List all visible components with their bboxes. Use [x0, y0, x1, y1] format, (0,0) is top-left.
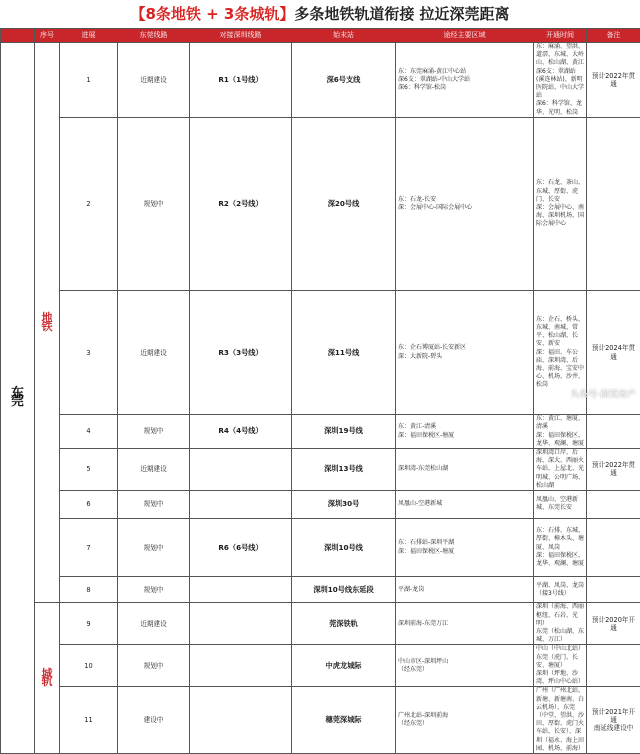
row-sz-line: 深6号支线: [292, 43, 396, 118]
row-open: 预计2024年贯通: [587, 291, 640, 415]
row-ends: 中山市区-深圳坪山 （经东莞）: [396, 645, 534, 687]
row-open: [587, 577, 640, 603]
row-ends: 平湖-龙岗: [396, 577, 534, 603]
row-status: 近期建设: [118, 448, 190, 490]
table-row: [1, 415, 640, 449]
row-sz-line: 深圳10号线东延段: [292, 577, 396, 603]
row-sz-line: 莞深铁轨: [292, 603, 396, 645]
row-open: 预计2020年开通: [587, 603, 640, 645]
table-row: [1, 448, 640, 490]
row-areas: 广州（广州北站、新塘、新塘南、白云机场）、东莞（中堂、望洪、沙田、厚街、虎门火车站、长安）、深圳（福永、海上田园、机场、前海）: [534, 687, 587, 754]
row-open: 预计2022年贯通: [587, 43, 640, 118]
table-row: [1, 518, 640, 576]
row-dg-line: R4（4号线）: [190, 415, 292, 449]
row-status: 近期建设: [118, 603, 190, 645]
row-open: 预计2021年开通 南延线建设中: [587, 687, 640, 754]
row-status: 近期建设: [118, 291, 190, 415]
row-status: 规划中: [118, 645, 190, 687]
row-ends: 东：石排站-深圳平湖 深：福田保税区-塘厦: [396, 518, 534, 576]
row-status: 规划中: [118, 577, 190, 603]
row-status: 规划中: [118, 117, 190, 290]
header-note: 备注: [587, 29, 640, 43]
row-dg-line: R3（3号线）: [190, 291, 292, 415]
category-rail: 城轨: [35, 603, 60, 754]
header-row: [1, 29, 640, 43]
row-status: 建设中: [118, 687, 190, 754]
header-sz-line: 对接深圳线路: [190, 29, 292, 43]
row-no: 6: [60, 490, 118, 518]
row-dg-line: [190, 577, 292, 603]
row-status: 规划中: [118, 415, 190, 449]
table-row: [1, 645, 640, 687]
region-cell: 东 莞: [1, 43, 35, 754]
table-row: [1, 490, 640, 518]
row-areas: 东：麻涌、望洪、道滘、东城、大岭山、松山湖、黄江 深6支：翠湖站(溪连林站)、新明医院站、中山大学站 深6：科学馆、龙华、光明、松岗: [534, 43, 587, 118]
row-no: 3: [60, 291, 118, 415]
header-ends: 始末站: [292, 29, 396, 43]
row-no: 8: [60, 577, 118, 603]
row-dg-line: R2（2号线）: [190, 117, 292, 290]
table-row: [1, 117, 640, 290]
row-ends: 东：东莞麻涌-黄江中心站 深6支：翠湖站-中山大学站 深6：科学馆-松岗: [396, 43, 534, 118]
table-row: [1, 603, 640, 645]
row-areas: 中山（中山北站） 东莞（虎门、长安、塘厦） 深圳（坪地、沙湾、坪山中心站）: [534, 645, 587, 687]
row-ends: 东：黄江-清溪 深：福田保税区-塘厦: [396, 415, 534, 449]
row-ends: 东：石龙-长安 深：会展中心-国际会展中心: [396, 117, 534, 290]
row-no: 2: [60, 117, 118, 290]
row-areas: 深圳湾口岸、后海、深大、西丽火车站、上屋北、光明城、公明广场、松山湖: [534, 448, 587, 490]
row-open: 预计2022年贯通: [587, 448, 640, 490]
row-dg-line: [190, 490, 292, 518]
row-status: 规划中: [118, 518, 190, 576]
header-status: 进展: [60, 29, 118, 43]
row-sz-line: 深20号线: [292, 117, 396, 290]
category-metro: 地铁: [35, 43, 60, 603]
title-highlight: 【8条地铁 + 3条城轨】: [130, 5, 294, 23]
watermark-text: 头条号·深莞房产: [570, 387, 636, 400]
row-open: [587, 117, 640, 290]
row-ends: 东：企石博厦站-长安新区 深：大新院-碧头: [396, 291, 534, 415]
header-areas: 途经主要区域: [396, 29, 534, 43]
row-areas: 东：石排、东城、厚街、樟木头、塘厦、凤岗 深：福田保税区、龙华、观澜、塘厦: [534, 518, 587, 576]
table-row: [1, 687, 640, 754]
row-no: 1: [60, 43, 118, 118]
header-dg-line: 东莞线路: [118, 29, 190, 43]
row-no: 7: [60, 518, 118, 576]
row-no: 5: [60, 448, 118, 490]
row-sz-line: 中虎龙城际: [292, 645, 396, 687]
row-ends: 深圳湾-东莞松山湖: [396, 448, 534, 490]
row-status: 近期建设: [118, 43, 190, 118]
row-sz-line: 深圳19号线: [292, 415, 396, 449]
row-areas: 东：企石、桥头、东城、南城、常平、松山湖、长安、新安 深：福田、车公庙、深圳湾、后海、前海、宝安中心、机场、沙井、松岗: [534, 291, 587, 415]
page-title: [0, 0, 640, 30]
watermark: [516, 382, 636, 404]
row-open: [587, 415, 640, 449]
header-no: 序号: [35, 29, 60, 43]
row-dg-line: R6（6号线）: [190, 518, 292, 576]
table-row: [1, 577, 640, 603]
row-no: 10: [60, 645, 118, 687]
row-dg-line: R1（1号线）: [190, 43, 292, 118]
table-row: [1, 43, 640, 118]
title-text: 多条地铁轨道衔接 拉近深莞距离: [294, 5, 509, 23]
row-areas: 深圳（前海、西丽枢纽、石岩、光明） 东莞（松山湖、东城、万江）: [534, 603, 587, 645]
header-open: 开通时间: [534, 29, 587, 43]
row-ends: 广州北站-深圳前海 （经东莞）: [396, 687, 534, 754]
row-dg-line: [190, 448, 292, 490]
row-dg-line: [190, 603, 292, 645]
row-sz-line: 深圳13号线: [292, 448, 396, 490]
row-sz-line: 深圳10号线: [292, 518, 396, 576]
row-open: [587, 518, 640, 576]
row-no: 11: [60, 687, 118, 754]
row-areas: 东：黄江、塘厦、清溪 深：福田保税区、龙华、观澜、塘厦: [534, 415, 587, 449]
row-sz-line: 深圳30号: [292, 490, 396, 518]
row-sz-line: 穗莞深城际: [292, 687, 396, 754]
row-ends: 凤凰山-空港新城: [396, 490, 534, 518]
row-open: [587, 645, 640, 687]
row-status: 规划中: [118, 490, 190, 518]
row-dg-line: [190, 645, 292, 687]
row-no: 4: [60, 415, 118, 449]
row-areas: 凤凰山、空港新城、东莞长安: [534, 490, 587, 518]
row-sz-line: 深11号线: [292, 291, 396, 415]
circle-icon: [550, 385, 566, 401]
header-region: [1, 29, 35, 43]
row-ends: 深圳前海-东莞万江: [396, 603, 534, 645]
row-dg-line: [190, 687, 292, 754]
row-no: 9: [60, 603, 118, 645]
row-areas: 平湖、凤岗、龙岗（接3号线）: [534, 577, 587, 603]
row-open: [587, 490, 640, 518]
row-areas: 东：石龙、茶山、东城、厚街、虎门、长安 深：会展中心、南海、深圳机场、国际会展中心: [534, 117, 587, 290]
